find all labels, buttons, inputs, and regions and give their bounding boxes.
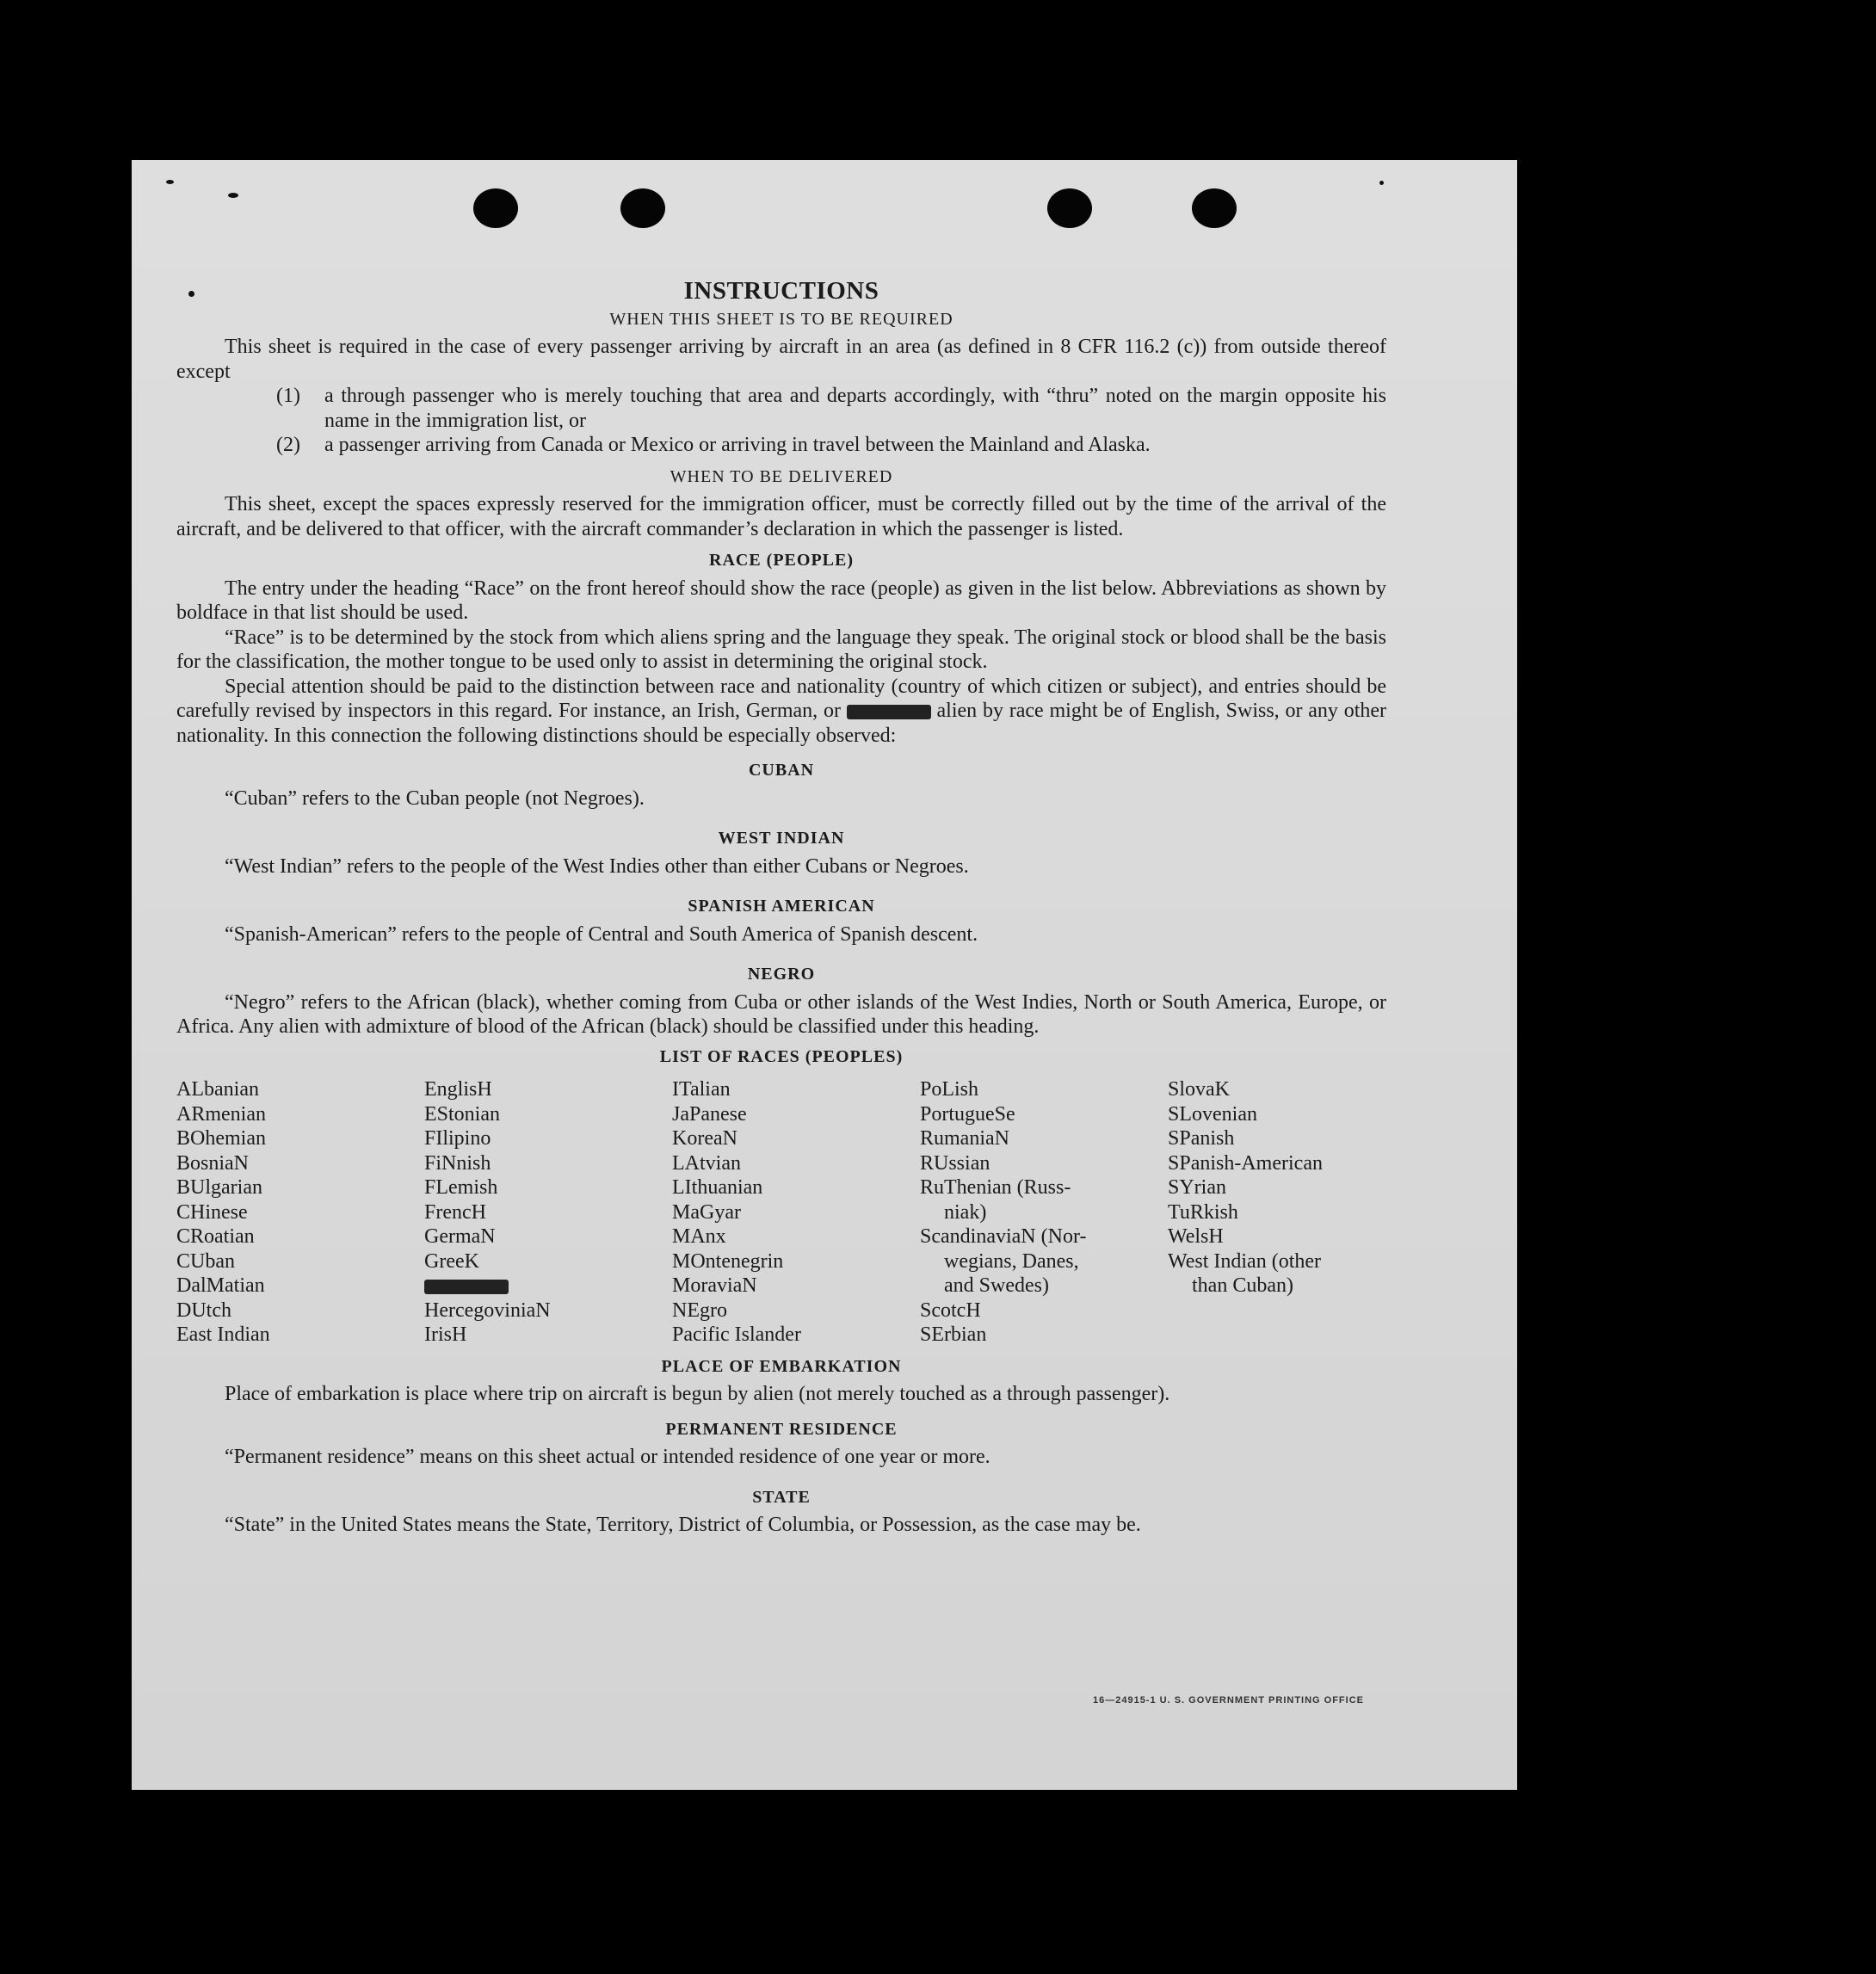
race-entry: SYrian [1168,1176,1226,1199]
punch-hole [473,188,518,228]
race-entry: DUtch [176,1299,231,1322]
race-entry: EStonian [424,1102,500,1126]
section-heading-list-of-races: LIST OF RACES (PEOPLES) [659,1046,904,1066]
race-entry: JaPanese [672,1102,747,1126]
race-entry: BosniaN [176,1151,249,1175]
exception-number: (2) [276,434,300,456]
race-entry: NEgro [672,1299,727,1322]
race-entry: TuRkish [1168,1200,1238,1224]
race-entry: MAnx [672,1225,726,1248]
exception-text: a passenger arriving from Canada or Mexico or arriving in travel between the Mainland and Alaska. [324,434,1151,456]
section-heading-west-indian: WEST INDIAN [718,829,845,848]
ink-speck [1379,181,1384,185]
printer-footer: 16—24915-1 U. S. GOVERNMENT PRINTING OFFICE [1092,1695,1364,1706]
races-column [176,1077,424,1348]
races-column [672,1077,920,1348]
race-entry: ARmenian [176,1102,266,1126]
exception-text: a through passenger who is merely touching that area and departs accordingly, with “thru” noted on the margin opposite his name in the immigration list, or [324,385,1386,432]
exception-item [276,384,1386,433]
race-entry: EnglisH [424,1078,492,1101]
section-heading-delivered: WHEN TO BE DELIVERED [670,466,893,486]
section-heading-negro: NEGRO [747,965,816,984]
instructions-content [176,279,1386,1538]
race-entry: BUlgarian [176,1176,262,1199]
exception-number: (1) [276,385,300,407]
race-entry: PortugueSe [920,1102,1015,1126]
redaction-mark [424,1280,509,1294]
section-heading-required: WHEN THIS SHEET IS TO BE REQUIRED [609,309,953,329]
race-entry: RumaniaN [920,1127,1009,1150]
race-entry: CUban [176,1249,235,1273]
races-column [1168,1077,1386,1348]
race-entry: ScandinaviaN (Nor- [920,1225,1087,1248]
race-entry: ScotcH [920,1299,981,1322]
race-entry: CRoatian [176,1225,255,1248]
delivered-text: This sheet, except the spaces expressly reserved for the immigration officer, must be correctly filled out by the time of the arrival of the aircraft, and be delivered to that officer, with the aircraft commander’s declaration in which the passenger is listed. [176,493,1386,540]
ink-speck [228,193,238,198]
race-entry-continuation: wegians, Danes, [944,1249,1079,1273]
race-entry: CHinese [176,1200,248,1224]
cuban-text: “Cuban” refers to the Cuban people (not Negroes). [225,787,645,810]
race-entry: SLovenian [1168,1102,1257,1126]
race-entry-continuation: and Swedes) [944,1274,1049,1297]
race-entry: MoraviaN [672,1274,757,1297]
race-paragraph-1: The entry under the heading “Race” on the front hereof should show the race (people) as given in the list below. Abbreviations as shown by boldface in that list should be used. [176,577,1386,624]
redaction-mark [847,705,931,719]
race-entry: RUssian [920,1151,990,1175]
race-entry: East Indian [176,1323,270,1346]
race-entry: LIthuanian [672,1176,763,1199]
race-entry: LAtvian [672,1151,741,1175]
race-entry: GreeK [424,1249,479,1273]
residence-text: “Permanent residence” means on this sheet actual or intended residence of one year or more. [225,1446,990,1468]
exception-item [276,433,1386,458]
race-paragraph-3a: Special attention should be paid to the distinction between race and nationality (country of which citizen or subject), and entries should be carefully revised by inspectors in this regard. For instance, an Irish, German, or [176,675,1386,722]
race-entry: IrisH [424,1323,467,1346]
race-paragraph-3 [176,675,1386,749]
race-entry: PoLish [920,1078,979,1101]
race-entry: SPanish-American [1168,1151,1323,1175]
race-entry: West Indian (other [1168,1249,1322,1273]
spanish-american-text: “Spanish-American” refers to the people of Central and South America of Spanish descent. [225,922,978,946]
section-heading-race: RACE (PEOPLE) [709,551,854,570]
race-entry: WelsH [1168,1225,1224,1248]
race-entry: KoreaN [672,1127,737,1150]
race-entry-redacted [424,1274,672,1299]
race-paragraph-3b: alien by race might be of English, Swiss, or any other nationality. In this connection the following distinctions should be especially observed: [176,700,1387,747]
race-entry: FIlipino [424,1127,491,1150]
race-entry: FiNnish [424,1151,491,1175]
section-heading-residence: PERMANENT RESIDENCE [665,1419,898,1439]
race-entry: MaGyar [672,1200,741,1224]
section-heading-embarkation: PLACE OF EMBARKATION [661,1356,902,1376]
race-entry: FrencH [424,1200,486,1224]
ink-speck [166,180,174,184]
race-entry: SErbian [920,1323,987,1346]
race-entry: SPanish [1168,1127,1235,1150]
section-heading-state: STATE [752,1487,811,1507]
race-entry: HercegoviniaN [424,1299,551,1322]
page-title: INSTRUCTIONS [683,277,879,305]
race-entry: DalMatian [176,1274,265,1297]
race-entry: SlovaK [1168,1078,1230,1101]
west-indian-text: “West Indian” refers to the people of the West Indies other than either Cubans or Negroes. [225,854,969,878]
punch-hole [620,188,665,228]
race-entry-continuation: than Cuban) [1192,1274,1293,1297]
race-entry: FLemish [424,1176,498,1199]
race-entry-continuation: niak) [944,1200,987,1224]
races-column [424,1077,672,1348]
race-entry: RuThenian (Russ- [920,1176,1071,1199]
races-column [920,1077,1168,1348]
race-entry: ALbanian [176,1078,259,1101]
section-heading-spanish-american: SPANISH AMERICAN [688,897,875,916]
embarkation-text: Place of embarkation is place where trip on aircraft is begun by alien (not merely touched as a through passenger). [225,1383,1170,1405]
race-paragraph-2: “Race” is to be determined by the stock from which aliens spring and the language they speak. The original stock or blood shall be the basis for the classification, the mother tongue to be used only to assist in determining the original stock. [176,626,1386,673]
required-intro: This sheet is required in the case of every passenger arriving by aircraft in an area (as defined in 8 CFR 116.2 (c)) from outside thereof except [176,336,1386,383]
race-entry: GermaN [424,1225,496,1248]
race-entry: ITalian [672,1078,731,1101]
state-text: “State” in the United States means the State, Territory, District of Columbia, or Possession, as the case may be. [225,1514,1141,1536]
punch-hole [1047,188,1092,228]
races-table [176,1077,1386,1348]
race-entry: Pacific Islander [672,1323,801,1346]
section-heading-cuban: CUBAN [748,761,815,780]
race-entry: MOntenegrin [672,1249,784,1273]
negro-text: “Negro” refers to the African (black), whether coming from Cuba or other islands of the West Indies, North or South America, Europe, or Africa. Any alien with admixture of blood of the African (black) should be classified under this heading. [176,990,1386,1038]
document-sheet [132,160,1517,1790]
punch-hole [1192,188,1237,228]
race-entry: BOhemian [176,1127,266,1150]
